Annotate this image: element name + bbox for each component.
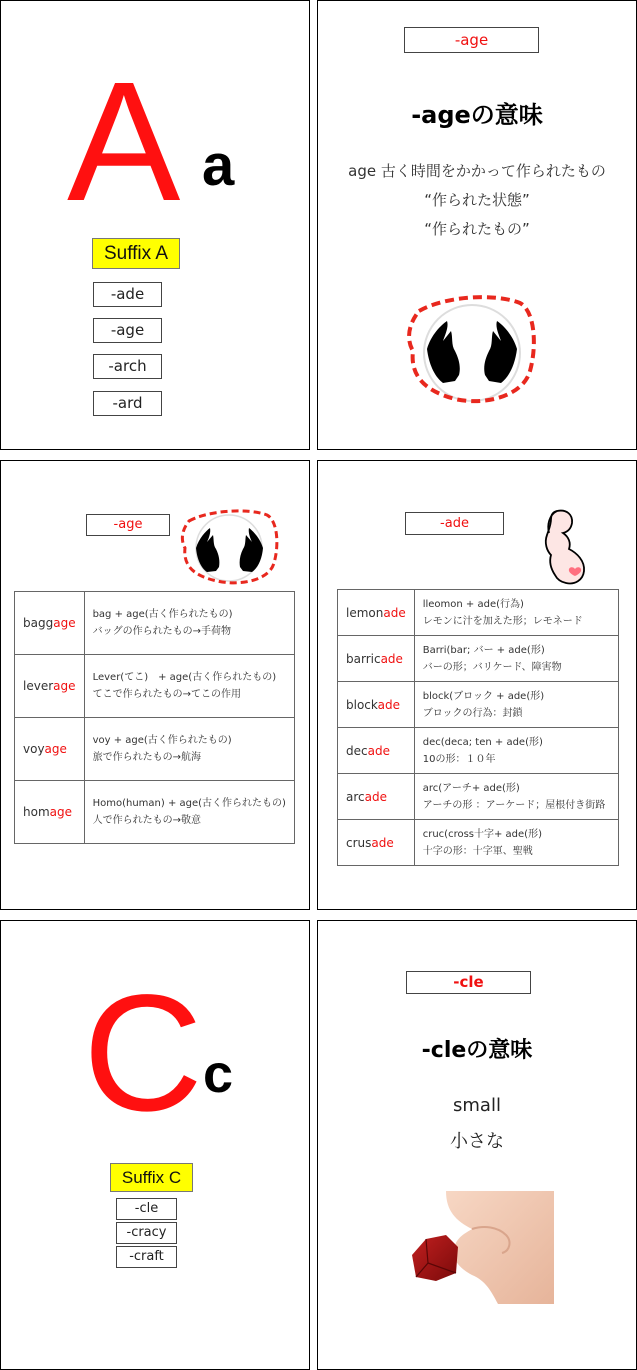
word-suffix: ade	[377, 697, 400, 712]
word-stem: barric	[346, 651, 381, 666]
word-stem: crus	[346, 835, 372, 850]
word-stem: lemon	[346, 605, 384, 620]
etymology-text: block(ブロック + ade(形)	[422, 690, 545, 702]
meaning-text: ブロックの行為：封鎖	[422, 707, 523, 719]
age-meaning-title: -ageの意味	[411, 101, 543, 129]
definition-cell	[84, 718, 294, 781]
meaning-text: バッグの作られたもの→手荷物	[92, 626, 231, 637]
age-meaning-line3: “作られたもの”	[424, 220, 530, 238]
slide-age-meaning	[317, 0, 637, 450]
word-cell	[338, 820, 415, 866]
word-stem: voy	[23, 742, 45, 756]
tag-cle: -cle	[406, 971, 531, 994]
ade-word-table	[337, 589, 619, 866]
suffix-item-craft[interactable]: -craft	[116, 1246, 177, 1268]
age-meaning-line1: age 古く時間をかかって作られたもの	[348, 162, 606, 180]
slide-cle-meaning	[317, 920, 637, 1370]
table-row	[338, 682, 619, 728]
table-row	[15, 718, 295, 781]
suffix-item-ard[interactable]: -ard	[93, 391, 162, 416]
age-word-table	[14, 591, 295, 844]
meaning-text: バーの形；バリケード、障害物	[422, 661, 562, 673]
small-letter-a: a	[202, 133, 235, 198]
cle-meaning-title: -cleの意味	[421, 1038, 533, 1063]
table-row	[15, 781, 295, 844]
word-cell	[338, 590, 415, 636]
tag-age-2: -age	[86, 514, 170, 536]
hands-icon-small	[179, 506, 281, 588]
definition-cell	[414, 682, 618, 728]
suffix-c-label: Suffix C	[110, 1163, 193, 1192]
word-stem: hom	[23, 805, 50, 819]
meaning-text: てこで作られたもの→てこの作用	[92, 689, 241, 700]
etymology-text: cruc(cross十字+ ade(形)	[422, 828, 542, 840]
cle-meaning-line2: 小さな	[450, 1131, 504, 1152]
definition-cell	[414, 728, 618, 774]
table-row	[338, 728, 619, 774]
slide-age-words	[0, 460, 310, 910]
meaning-text: 人で作られたもの→敬意	[92, 815, 201, 826]
slide-suffix-c	[0, 920, 310, 1370]
definition-cell	[414, 590, 618, 636]
suffix-item-cracy[interactable]: -cracy	[116, 1222, 177, 1244]
small-object-photo	[406, 1191, 554, 1304]
definition-cell	[84, 592, 294, 655]
definition-cell	[414, 774, 618, 820]
word-suffix: ade	[383, 605, 406, 620]
suffix-item-age[interactable]: -age	[93, 318, 162, 343]
pregnant-woman-icon	[539, 507, 589, 589]
table-row	[338, 590, 619, 636]
word-stem: block	[346, 697, 378, 712]
etymology-text: Barri(bar; バー + ade(形)	[422, 644, 545, 656]
word-stem: arc	[346, 789, 365, 804]
word-suffix: ade	[364, 789, 387, 804]
word-stem: lever	[23, 679, 54, 693]
meaning-text: 旅で作られたもの→航海	[92, 752, 201, 763]
word-suffix: age	[44, 742, 67, 756]
etymology-text: bag + age(古く作られたもの)	[92, 609, 233, 620]
table-row	[338, 820, 619, 866]
meaning-text: 十字の形：十字軍、聖戦	[422, 845, 533, 857]
slide-ade-words	[317, 460, 637, 910]
definition-cell	[84, 781, 294, 844]
word-stem: bagg	[23, 616, 54, 630]
word-suffix: age	[53, 616, 76, 630]
big-letter-a: A	[67, 47, 181, 237]
slide-suffix-a	[0, 0, 310, 450]
tag-age: -age	[404, 27, 539, 53]
word-cell	[338, 774, 415, 820]
word-suffix: ade	[380, 651, 403, 666]
word-cell	[15, 781, 85, 844]
tag-ade: -ade	[405, 512, 504, 535]
word-cell	[15, 592, 85, 655]
word-stem: dec	[346, 743, 368, 758]
word-cell	[15, 718, 85, 781]
meaning-text: アーチの形 ：アーケード；屋根付き街路	[422, 799, 606, 811]
definition-cell	[84, 655, 294, 718]
definition-cell	[414, 820, 618, 866]
age-meaning-line2: “作られた状態”	[424, 191, 530, 209]
small-letter-c: c	[203, 1044, 234, 1104]
etymology-text: Homo(human) + age(古く作られたもの)	[92, 798, 286, 809]
definition-cell	[414, 636, 618, 682]
meaning-text: レモンに汁を加えた形；レモネード	[422, 615, 583, 627]
table-row	[338, 774, 619, 820]
table-row	[15, 655, 295, 718]
etymology-text: arc(アーチ+ ade(形)	[422, 782, 520, 794]
cle-meaning-line1: small	[453, 1095, 501, 1116]
suffix-item-cle[interactable]: -cle	[116, 1198, 177, 1220]
suffix-item-ade[interactable]: -ade	[93, 282, 162, 307]
word-suffix: ade	[371, 835, 394, 850]
word-cell	[338, 636, 415, 682]
hands-icon	[405, 291, 541, 409]
etymology-text: dec(deca; ten + ade(形)	[422, 736, 543, 748]
meaning-text: 10の形：１０年	[422, 753, 496, 765]
suffix-item-arch[interactable]: -arch	[93, 354, 162, 379]
word-suffix: age	[49, 805, 72, 819]
big-letter-c: C	[83, 961, 203, 1146]
word-cell	[338, 728, 415, 774]
etymology-text: lleomon + ade(行為)	[422, 598, 524, 610]
etymology-text: Lever(てこ) + age(古く作られたもの)	[92, 672, 277, 683]
table-row	[338, 636, 619, 682]
suffix-a-label: Suffix A	[92, 238, 180, 269]
etymology-text: voy + age(古く作られたもの)	[92, 735, 232, 746]
word-cell	[15, 655, 85, 718]
word-cell	[338, 682, 415, 728]
word-suffix: ade	[367, 743, 390, 758]
word-suffix: age	[53, 679, 76, 693]
table-row	[15, 592, 295, 655]
